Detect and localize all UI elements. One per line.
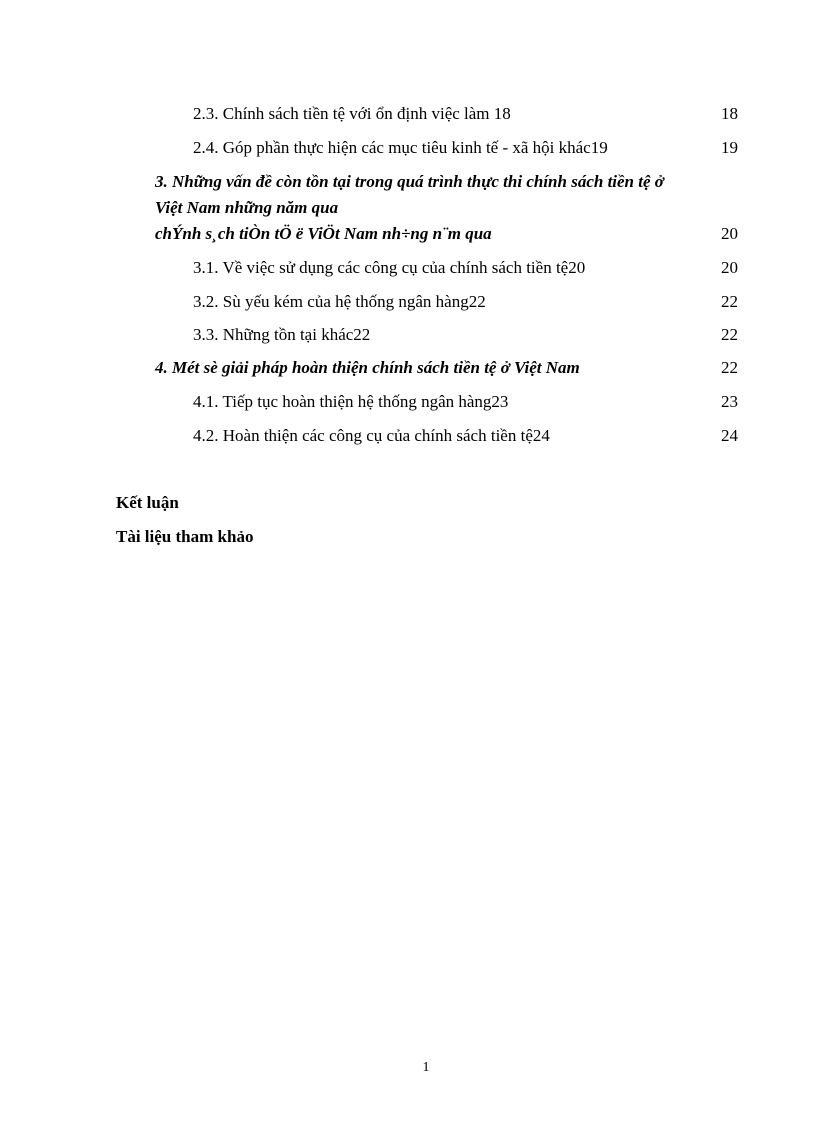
toc-entry-3-line2: Việt Nam những năm qua xyxy=(155,198,339,217)
toc-entry-2-3: 2.3. Chính sách tiền tệ với ổn định việc làm 18 xyxy=(193,104,511,123)
toc-entry-3-2: 3.2. Sù yếu kém của hệ thống ngân hàng22 xyxy=(193,292,486,311)
toc-page-3-3: 22 xyxy=(721,325,738,344)
toc-entry-2-4: 2.4. Góp phần thực hiện các mục tiêu kinh tế - xã hội khác19 xyxy=(193,138,608,157)
toc-page-2-3: 18 xyxy=(721,104,738,123)
toc-entry-4: 4. Mét sè giải pháp hoàn thiện chính sách tiền tệ ở Việt Nam xyxy=(155,358,580,377)
toc-references: Tài liệu tham khảo xyxy=(116,527,254,546)
toc-page-3: 20 xyxy=(721,224,738,243)
toc-entry-4-1: 4.1. Tiếp tục hoàn thiện hệ thống ngân hàng23 xyxy=(193,392,509,411)
toc-conclusion: Kết luận xyxy=(116,493,179,512)
toc-page-3-2: 22 xyxy=(721,292,738,311)
toc-page-4-1: 23 xyxy=(721,392,738,411)
toc-page-2-4: 19 xyxy=(721,138,738,157)
toc-page-3-1: 20 xyxy=(721,258,738,277)
toc-entry-3-3: 3.3. Những tồn tại khác22 xyxy=(193,325,371,344)
toc-entry-3-1: 3.1. Về việc sử dụng các công cụ của chính sách tiền tệ20 xyxy=(193,258,586,277)
toc-entry-3-line3: chÝnh s¸ch tiÒn tÖ ë ViÖt Nam nh÷ng n¨m qua xyxy=(155,224,492,243)
page-number: 1 xyxy=(422,1060,430,1075)
toc-entry-4-2: 4.2. Hoàn thiện các công cụ của chính sách tiền tệ24 xyxy=(193,426,550,445)
toc-page-4-2: 24 xyxy=(721,426,738,445)
toc-entry-3-line1: 3. Những vấn đề còn tồn tại trong quá trình thực thi chính sách tiền tệ ở xyxy=(155,172,664,191)
toc-page-4: 22 xyxy=(721,358,738,377)
